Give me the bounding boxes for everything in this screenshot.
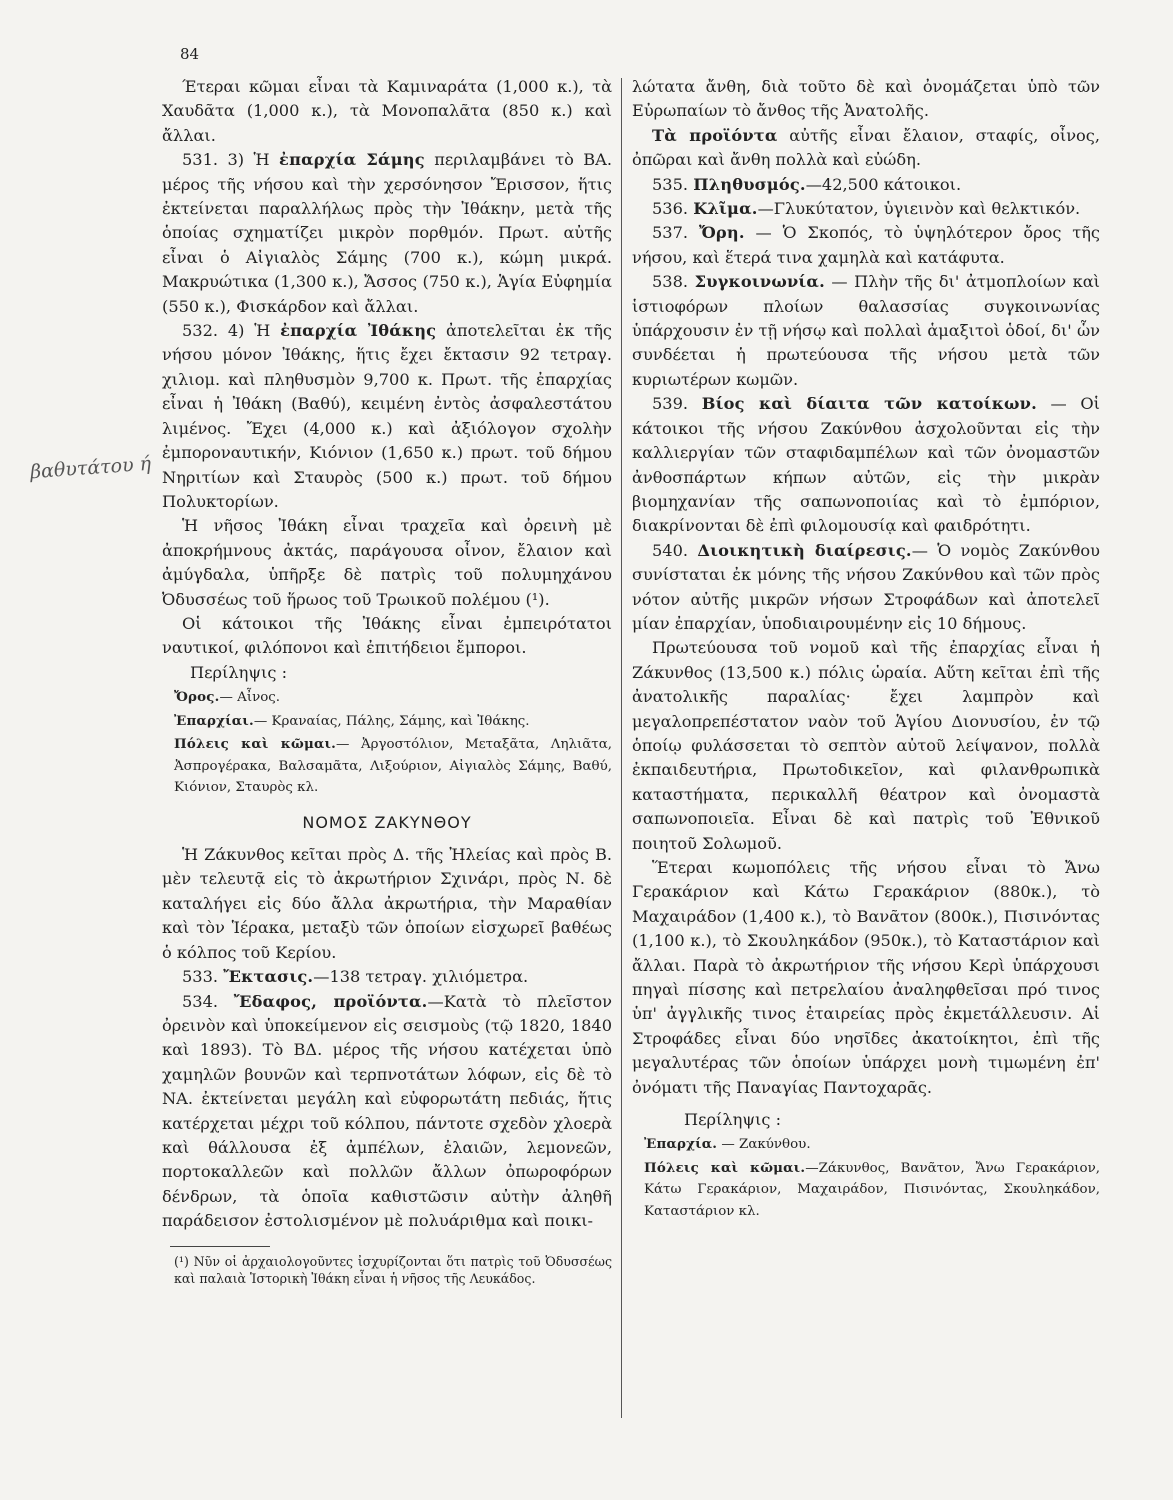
section-532: 532. 4) Ἡ ἐπαρχία Ἰθάκης ἀποτελεῖται ἐκ τῆς νήσου μόνον Ἰθάκης, ἥτις ἔχει ἔκτασιν 92 τετραγ. χιλιομ. καὶ πληθυσμὸν 9,700 κ. Πρωτ. τῆς ἐπαρχίας εἶναι ἡ Ἰθάκη (Βαθύ), κειμένη ἐντὸς ἀσφαλεστάτου λιμένος. Ἔχει (4,000 κ.) καὶ ἀξιόλογον σχολὴν ἐμποροναυτικήν, Κιόνιον (1,650 κ.) πρωτ. τοῦ δήμου Νηριτίων καὶ Σταυρὸς (500 κ.) πρωτ. τοῦ δήμου Πολυκτορίων.	[162, 321, 612, 511]
section-532-heading: ἐπαρχία Ἰθάκης	[280, 321, 437, 341]
summary-province: Ἐπαρχία. — Ζακύνθου.	[644, 1136, 811, 1153]
section-540: 540. Διοικητικὴ διαίρεσις.— Ὁ νομὸς Ζακύνθου συνίσταται ἐκ μόνης τῆς νήσου Ζακύνθου καὶ τῶν πρὸς νότον αὐτῆς μικρῶν νήσων Στροφάδων καὶ ἀποτελεῖ μίαν ἐπαρχίαν, ὑποδιαιρουμένην εἰς 10 δήμους.	[632, 540, 1100, 633]
summary-label: Περίληψις :	[190, 662, 288, 682]
section-535: 535. Πληθυσμός.—42,500 κάτοικοι.	[652, 174, 962, 194]
section-540-heading: Διοικητικὴ διαίρεσις.	[697, 540, 912, 560]
section-538-heading: Συγκοινωνία.	[694, 272, 825, 292]
summary-towns: Πόλεις καὶ κῶμαι.—Ζάκυνθος, Βανᾶτον, Ἄνω Γερακάριον, Κάτω Γερακάριον, Μαχαιράδον, Πισινόντας, Σκουληκάδον, Καταστάριον κλ.	[644, 1159, 1100, 1219]
section-539-heading: Βίος καὶ δίαιτα τῶν κατοίκων.	[701, 394, 1037, 414]
section-538: 538. Συγκοινωνία. — Πλὴν τῆς δι' ἀτμοπλοίων καὶ ἱστιοφόρων πλοίων θαλασσίας συγκοινωνίας ὑπάρχουσιν ἐν τῇ νήσῳ καὶ πολλαὶ ἁμαξιτοὶ ὁδοί, δι' ὧν συνδέεται ἡ πρωτεύουσα τῆς νήσου μετὰ τῶν κυριωτέρων κωμῶν.	[632, 272, 1100, 389]
handwritten-margin-note: βαθυτάτου ή	[29, 452, 152, 484]
prefecture-title: ΝΟΜΟΣ ΖΑΚΥΝΘΟΥ	[302, 812, 472, 832]
section-531-heading: ἐπαρχία Σάμης	[279, 150, 425, 170]
summary-towns: Πόλεις καὶ κῶμαι.— Ἀργοστόλιον, Μεταξᾶτα, Ληλιᾶτα, Ἀσπρογέρακα, Βαλσαμᾶτα, Λιξούριον, Αἰγιαλὸς Σάμης, Βαθύ, Κιόνιον, Σταυρὸς κλ.	[174, 736, 612, 796]
paragraph-other-towns: Ἕτεραι κωμοπόλεις τῆς νήσου εἶναι τὸ Ἄνω Γερακάριον καὶ Κάτω Γερακάριον (880κ.), τὸ Μαχαιράδον (1,400 κ.), τὸ Βανᾶτον (800κ.), Πισινόντας (1,100 κ.), τὸ Σκουληκάδον (950κ.), τὸ Καταστάριον καὶ ἄλλαι. Παρὰ τὸ ἀκρωτήριον τῆς νήσου Κερὶ ὑπάρχουσι πηγαὶ πίσσης καὶ πετρελαίου ἀναληφθεῖσαι πρό τινος ὑπ' ἀγγλικῆς τινος ἑταιρείας πρὸς ἐκμετάλλευσιν. Αἱ Στροφάδες εἶναι δύο νησῖδες ἀκατοίκητοι, ἐπὶ τῆς μεγαλυτέρας τῶν ὁποίων ὑπάρχει μονὴ τιμωμένη ἐπ' ὀνόματι τῆς Παναγίας Παντοχαρᾶς.	[632, 858, 1100, 1097]
right-column	[632, 75, 1100, 1224]
paragraph-other-villages: Έτεραι κῶμαι εἶναι τὰ Καμιναράτα (1,000 κ.), τὰ Χαυδᾶτα (1,000 κ.), τὰ Μονοπαλᾶτα (850 κ.) καὶ ἄλλαι.	[162, 77, 612, 145]
footnote: (¹) Νῦν οἱ ἀρχαιολογοῦντες ἰσχυρίζονται ὅτι πατρὶς τοῦ Ὀδυσσέως καὶ παλαιὰ Ἱστορικὴ Ἰθάκη εἶναι ἡ νῆσος τῆς Λευκάδος.	[174, 1253, 612, 1286]
paragraph-zakynthos: Ἡ Ζάκυνθος κεῖται πρὸς Δ. τῆς Ἠλείας καὶ πρὸς Β. μὲν τελευτᾷ εἰς τὸ ἀκρωτήριον Σχινάρι, πρὸς Ν. δὲ καταλήγει εἰς δύο ἄλλα ἀκρωτήρια, τὴν Μαραθίαν καὶ τὸν Ἱέρακα, μεταξὺ τῶν ὁποίων εἰσχωρεῖ βαθέως ὁ κόλπος τοῦ Κερίου.	[162, 845, 612, 962]
paragraph-capital: Πρωτεύουσα τοῦ νομοῦ καὶ τῆς ἐπαρχίας εἶναι ἡ Ζάκυνθος (13,500 κ.) πόλις ὡραία. Αὕτη κεῖται ἐπὶ τῆς ἀνατολικῆς παραλίας· ἔχει λαμπρὸν καὶ μεγαλοπρεπέστατον ναὸν τοῦ Ἁγίου Διονυσίου, ἐν τῷ ὁποίῳ φυλάσσεται τὸ σεπτὸν αὐτοῦ λείψανον, πολλὰ ἐκπαιδευτήρια, Πρωτοδικεῖον, καὶ φιλανθρωπικὰ καταστήματα, περικαλλῆ θέατρον καὶ ὀνομαστὰ σαπωνοποιεῖα. Εἶναι δὲ καὶ πατρὶς τοῦ Ἐθνικοῦ ποιητοῦ Σολωμοῦ.	[632, 638, 1100, 853]
paragraph-continuation: λώτατα ἄνθη, διὰ τοῦτο δὲ καὶ ὀνομάζεται ὑπὸ τῶν Εὐρωπαίων τὸ ἄνθος τῆς Ἀνατολῆς.	[632, 77, 1100, 121]
products-heading: Τὰ προϊόντα	[652, 125, 778, 145]
left-column	[162, 75, 612, 1287]
paragraph-ithaca: Ἡ νῆσος Ἰθάκη εἶναι τραχεῖα καὶ ὀρεινὴ μὲ ἀποκρήμνους ἀκτάς, παράγουσα οἶνον, ἔλαιον καὶ ἀμύγδαλα, ὑπῆρξε δὲ πατρὶς τοῦ πολυμηχάνου Ὀδυσσέως τοῦ ἥρωος τοῦ Τρωικοῦ πολέμου (¹).	[162, 516, 612, 609]
summary-mountain: Ὄρος.— Αἶνος.	[174, 689, 281, 706]
section-535-heading: Πληθυσμός.	[693, 174, 806, 194]
section-531: 531. 3) Ἡ ἐπαρχία Σάμης περιλαμβάνει τὸ ΒΑ. μέρος τῆς νήσου καὶ τὴν χερσόνησον Ἔρισσον, ἥτις ἐκτείνεται παραλλήλως πρὸς τὴν Ἰθάκην, μετὰ τῆς ὁποίας σχηματίζει μικρὸν πορθμόν. Πρωτ. αὐτῆς εἶναι ὁ Αἰγιαλὸς Σάμης (700 κ.), κώμη μικρά. Μακρυώτικα (1,300 κ.), Ἄσσος (750 κ.), Ἁγία Εὐφημία (550 κ.), Φισκάρδον καὶ ἄλλαι.	[162, 150, 612, 316]
paragraph-inhabitants: Οἱ κάτοικοι τῆς Ἰθάκης εἶναι ἐμπειρότατοι ναυτικοί, φιλόπονοι καὶ ἐπιτήδειοι ἔμποροι.	[162, 613, 612, 658]
section-536-heading: Κλῖμα.	[693, 199, 758, 219]
column-divider	[621, 78, 622, 1418]
section-537-heading: Ὄρη.	[698, 223, 745, 243]
section-534: 534. Ἔδαφος, προϊόντα.—Κατὰ τὸ πλεῖστον ὀρεινὸν καὶ ὑποκείμενον εἰς σεισμοὺς (τῷ 1820, 1840 καὶ 1893). Τὸ ΒΔ. μέρος τῆς νήσου κατέχεται ὑπὸ χαμηλῶν βουνῶν καὶ τερπνοτάτων λόφων, εἰς δὲ τὸ ΝΑ. ἐκτείνεται μεγάλη καὶ εὐφορωτάτη πεδιάς, ἥτις κατέρχεται μέχρι τοῦ κόλπου, πάντοτε σχεδὸν χλοερὰ καὶ θάλλουσα ἐξ ἀμπέλων, ἐλαιῶν, λεμονεῶν, πορτοκαλλεῶν καὶ πολλῶν ἄλλων ὀπωροφόρων δένδρων, τὰ ὁποῖα καθιστῶσιν αὐτὴν ἀληθῆ παράδεισον ἐστολισμένον μὲ πολυάριθμα καὶ ποικι-	[162, 991, 612, 1231]
section-533-heading: Ἔκτασις.	[223, 967, 314, 987]
footnote-rule	[170, 1246, 270, 1247]
section-534-heading: Ἔδαφος, προϊόντα.	[233, 991, 428, 1011]
summary-provinces: Ἐπαρχίαι.— Κραναίας, Πάλης, Σάμης, καὶ Ἰθάκης.	[174, 712, 530, 729]
section-539: 539. Βίος καὶ δίαιτα τῶν κατοίκων. — Οἱ κάτοικοι τῆς νήσου Ζακύνθου ἀσχολοῦνται εἰς τὴν καλλιεργίαν τῶν σταφιδαμπέλων καὶ τῶν ὀνομαστῶν ἀνθοσπάρτων κήπων αὐτῶν, εἰς τὴν μικρὰν βιομηχανίαν τῆς σαπωνοποιίας καὶ τὸ ἐμπόριον, διακρίνονται δὲ ἐπὶ φιλομουσίᾳ καὶ φαιδρότητι.	[632, 394, 1100, 536]
section-537: 537. Ὄρη. — Ὁ Σκοπός, τὸ ὑψηλότερον ὄρος τῆς νήσου, καὶ ἕτερά τινα χαμηλὰ καὶ κατάφυτα.	[632, 223, 1100, 267]
section-536: 536. Κλῖμα.—Γλυκύτατον, ὑγιεινὸν καὶ θελκτικόν.	[652, 199, 1081, 219]
page-number: 84	[180, 45, 200, 63]
section-533: 533. Ἔκτασις.—138 τετραγ. χιλιόμετρα.	[182, 967, 529, 987]
summary-label: Περίληψις :	[684, 1110, 782, 1130]
paragraph-products: Τὰ προϊόντα αὐτῆς εἶναι ἔλαιον, σταφίς, οἶνος, ὀπῶραι καὶ ἄνθη πολλὰ καὶ εὐώδη.	[632, 125, 1100, 170]
